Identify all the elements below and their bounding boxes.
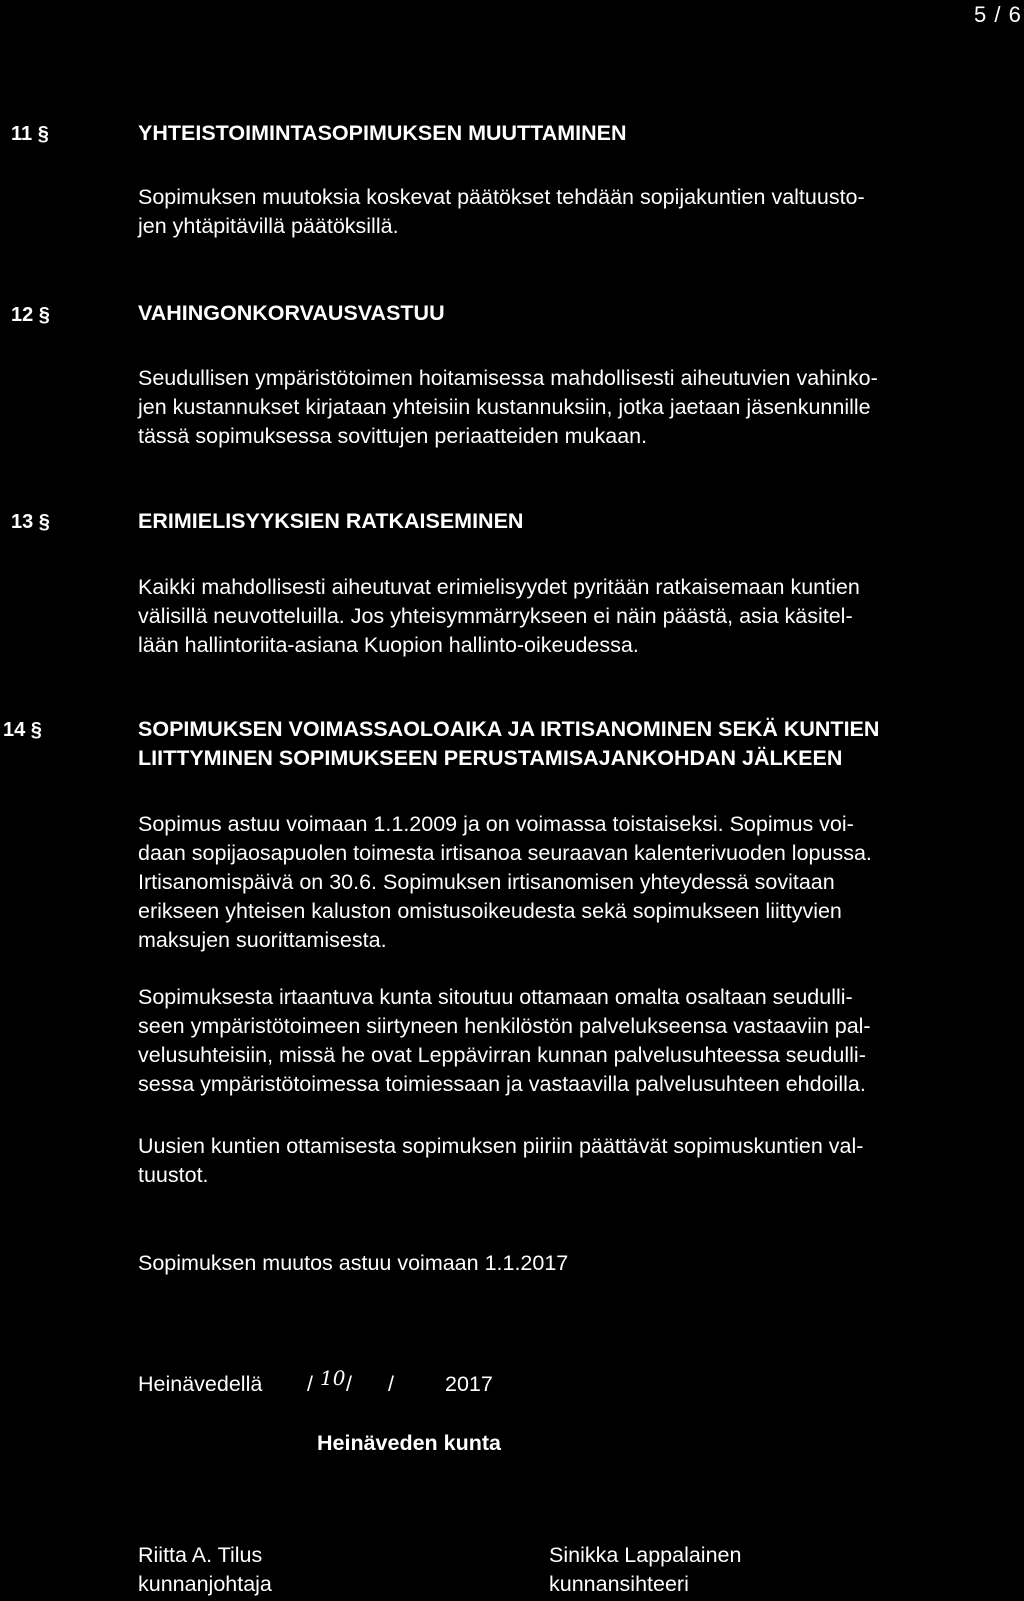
text-line: sessa ympäristötoimessa toimiessaan ja vastaavilla palvelusuhteen ehdoilla. — [138, 1072, 866, 1096]
section-14-paragraph-1 — [138, 810, 1018, 955]
effective-date-note: Sopimuksen muutos astuu voimaan 1.1.2017 — [138, 1251, 569, 1275]
date-separator-1: / — [307, 1372, 313, 1396]
handwritten-day: 10 — [320, 1366, 346, 1390]
section-number-14: 14 § — [3, 719, 42, 741]
page-number: 5 / 6 — [974, 2, 1022, 27]
date-separator-2: / — [346, 1372, 352, 1396]
section-14-paragraph-3 — [138, 1132, 1018, 1190]
text-line: maksujen suorittamisesta. — [138, 928, 387, 952]
section-13-paragraph — [138, 573, 1018, 660]
text-line: Irtisanomispäivä on 30.6. Sopimuksen irtisanomisen yhteydessä sovitaan — [138, 870, 835, 894]
text-line: Sopimuksen muutoksia koskevat päätökset tehdään sopijakuntien valtuusto- — [138, 185, 865, 209]
signatory-name: Sinikka Lappalainen — [549, 1543, 742, 1567]
section-heading-14 — [138, 715, 1018, 773]
place-label: Heinävedellä — [138, 1372, 263, 1396]
signatory-title: kunnanjohtaja — [138, 1572, 272, 1596]
signatory-2 — [549, 1541, 741, 1599]
section-14-paragraph-2 — [138, 983, 1018, 1099]
text-line: lään hallintoriita-asiana Kuopion hallinto-oikeudessa. — [138, 633, 639, 657]
text-line: Uusien kuntien ottamisesta sopimuksen piiriin päättävät sopimuskuntien val- — [138, 1134, 864, 1158]
section-heading-13 — [138, 507, 1018, 536]
signatory-1 — [138, 1541, 272, 1599]
signatory-title: kunnansihteeri — [549, 1572, 689, 1596]
text-line: velusuhteisiin, missä he ovat Leppävirran kunnan palvelusuhteessa seudulli- — [138, 1043, 866, 1067]
section-heading-11 — [138, 119, 1018, 148]
section-number-11: 11 § — [11, 123, 49, 145]
date-separator-3: / — [388, 1372, 394, 1396]
date-year: 2017 — [445, 1372, 493, 1396]
heading-line: VAHINGONKORVAUSVASTUU — [138, 301, 445, 325]
heading-line: YHTEISTOIMINTASOPIMUKSEN MUUTTAMINEN — [138, 121, 627, 145]
text-line: Kaikki mahdollisesti aiheutuvat erimielisyydet pyritään ratkaisemaan kuntien — [138, 575, 860, 599]
text-line: tuustot. — [138, 1163, 209, 1187]
text-line: Seudullisen ympäristötoimen hoitamisessa mahdollisesti aiheutuvien vahinko- — [138, 366, 878, 390]
text-line: Sopimus astuu voimaan 1.1.2009 ja on voimassa toistaiseksi. Sopimus voi- — [138, 812, 854, 836]
section-11-paragraph — [138, 183, 1018, 241]
section-heading-12 — [138, 299, 1018, 328]
heading-line: SOPIMUKSEN VOIMASSAOLOAIKA JA IRTISANOMINEN SEKÄ KUNTIEN — [138, 717, 880, 741]
text-line: tässä sopimuksessa sovittujen periaatteiden mukaan. — [138, 424, 648, 448]
text-line: jen kustannukset kirjataan yhteisiin kustannuksiin, jotka jaetaan jäsenkunnille — [138, 395, 871, 419]
section-number-13: 13 § — [11, 511, 50, 533]
text-line: erikseen yhteisen kaluston omistusoikeudesta sekä sopimukseen liittyvien — [138, 899, 842, 923]
text-line: jen yhtäpitävillä päätöksillä. — [138, 214, 399, 238]
text-line: Sopimuksesta irtaantuva kunta sitoutuu ottamaan omalta osaltaan seudulli- — [138, 985, 853, 1009]
heading-line: LIITTYMINEN SOPIMUKSEEN PERUSTAMISAJANKOHDAN JÄLKEEN — [138, 746, 843, 770]
section-number-12: 12 § — [11, 304, 50, 326]
text-line: välisillä neuvotteluilla. Jos yhteisymmärrykseen ei näin päästä, asia käsitel- — [138, 604, 853, 628]
text-line: daan sopijaosapuolen toimesta irtisanoa seuraavan kalenterivuoden lopussa. — [138, 841, 872, 865]
signatory-name: Riitta A. Tilus — [138, 1543, 263, 1567]
organization-name: Heinäveden kunta — [317, 1431, 501, 1455]
section-12-paragraph — [138, 364, 1018, 451]
text-line: seen ympäristötoimeen siirtyneen henkilöstön palvelukseensa vastaaviin pal- — [138, 1014, 871, 1038]
heading-line: ERIMIELISYYKSIEN RATKAISEMINEN — [138, 509, 524, 533]
